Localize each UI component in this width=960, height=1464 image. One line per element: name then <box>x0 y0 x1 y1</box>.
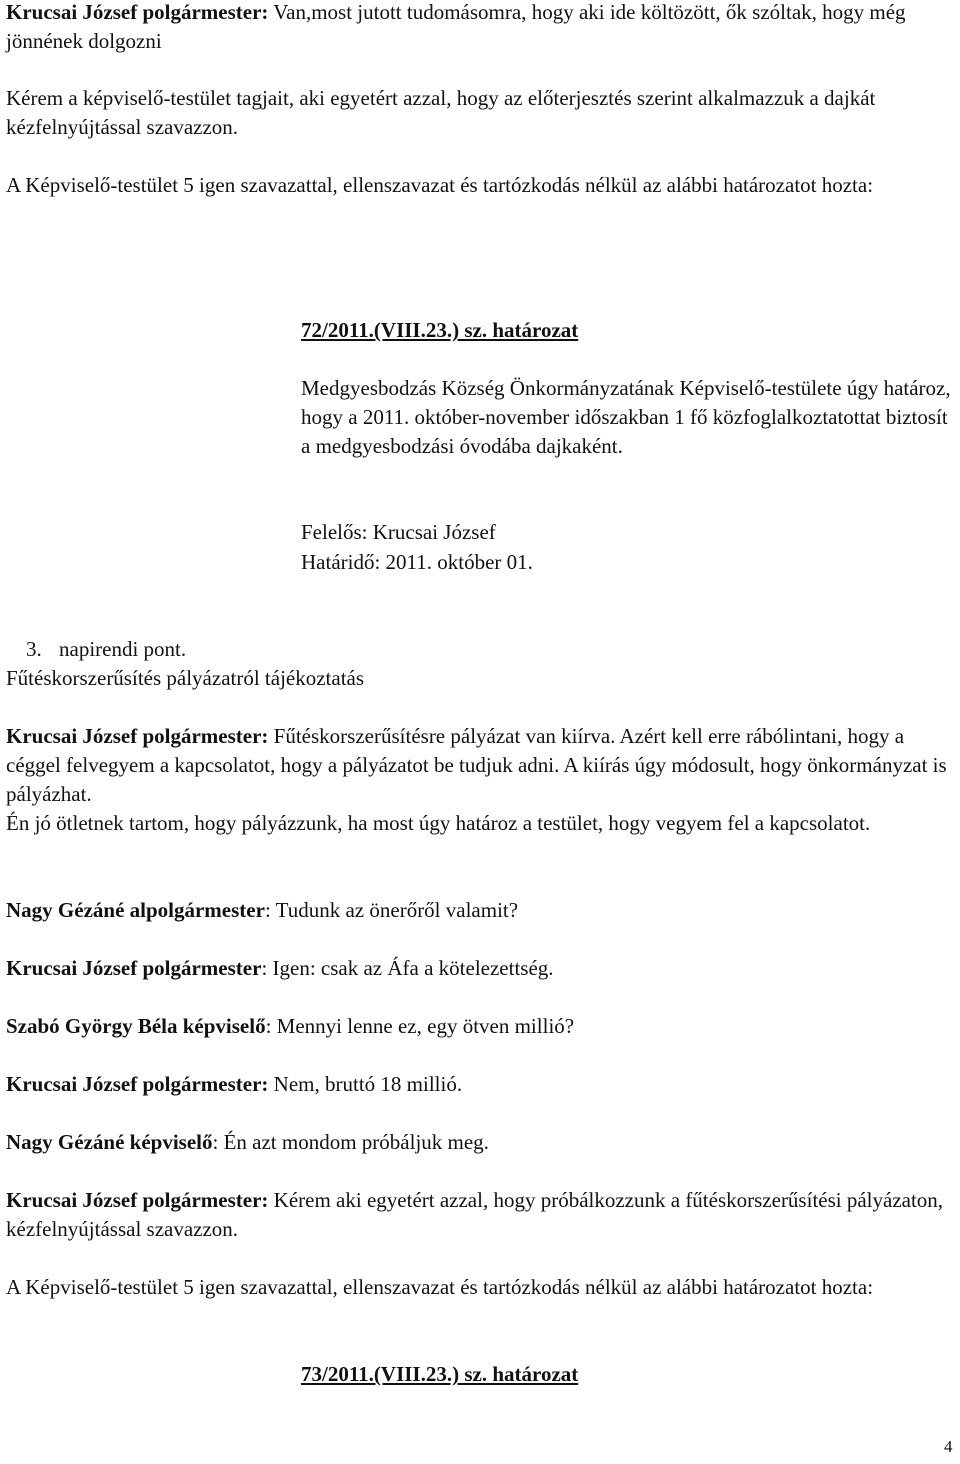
resolution-deadline: Határidő: 2011. október 01. <box>301 550 533 574</box>
speaker-name: Szabó György Béla képviselő <box>6 1014 266 1038</box>
agenda-item-title: Fűtéskorszerűsítés pályázatról tájékoztatás <box>6 666 365 690</box>
agenda-number: 3. <box>26 637 42 661</box>
speaker-name: Krucsai József polgármester: <box>6 724 269 748</box>
paragraph-deputy-mayor-question <box>6 896 954 925</box>
paragraph-vote-request-1: Kérem a képviselő-testület tagjait, aki egyetért azzal, hogy az előterjesztés szerint alkalmazzuk a dajkát kézfelnyújtással szavazzon. <box>6 86 876 139</box>
speaker-name: Krucsai József polgármester: <box>6 1072 269 1096</box>
speaker-name: Krucsai József polgármester <box>6 956 262 980</box>
resolution-title-73: 73/2011.(VIII.23.) sz. határozat <box>301 1362 579 1386</box>
statement-text: : Mennyi lenne ez, egy ötven millió? <box>265 1014 575 1038</box>
speaker-name: Nagy Gézáné alpolgármester <box>6 898 265 922</box>
statement-text: Van,most jutott tudomásomra, hogy aki ide költözött, ők szóltak, hogy még jönnének dolgozni <box>6 0 906 53</box>
speaker-name: Krucsai József polgármester: <box>6 0 269 24</box>
paragraph-mayor-statement-2 <box>6 722 954 809</box>
statement-text: : Tudunk az önerőről valamit? <box>264 898 519 922</box>
agenda-item-heading <box>6 635 954 664</box>
statement-text: : Igen: csak az Áfa a kötelezettség. <box>261 956 554 980</box>
paragraph-vote-result-1: A Képviselő-testület 5 igen szavazattal, ellenszavazat és tartózkodás nélkül az alábbi határozatot hozta: <box>6 173 874 197</box>
statement-text: Nem, bruttó 18 millió. <box>268 1072 463 1096</box>
statement-text: Kérem aki egyetért azzal, hogy próbálkozzunk a fűtéskorszerűsítési pályázaton, kézfelnyújtással szavazzon. <box>6 1188 944 1241</box>
paragraph-mayor-answer-2 <box>6 1070 954 1099</box>
agenda-label: napirendi pont. <box>59 637 187 661</box>
statement-text: Fűtéskorszerűsítésre pályázat van kiírva. Azért kell erre rábólintani, hogy a céggel felvegyem a kapcsolatot, hogy a pályázatot be tudjuk adni. A kiírás úgy módosult, hogy önkormányzat is pályázhat. <box>6 724 947 806</box>
page-number: 4 <box>944 1437 953 1456</box>
statement-text: : Én azt mondom próbáljuk meg. <box>212 1130 489 1154</box>
resolution-body-72: Medgyesbodzás Község Önkormányzatának Képviselő-testülete úgy határoz, hogy a 2011. október-november időszakban 1 fő közfoglalkoztatottat biztosít a medgyesbodzási óvodába dajkaként. <box>301 376 951 458</box>
paragraph-mayor-answer-1 <box>6 954 954 983</box>
resolution-responsible: Felelős: Krucsai József <box>301 520 496 544</box>
paragraph-mayor-statement-1 <box>6 0 954 56</box>
paragraph-representative-opinion <box>6 1128 954 1157</box>
resolution-title-72: 72/2011.(VIII.23.) sz. határozat <box>301 318 579 342</box>
paragraph-vote-result-2: A Képviselő-testület 5 igen szavazattal, ellenszavazat és tartózkodás nélkül az alábbi határozatot hozta: <box>6 1275 874 1299</box>
paragraph-representative-question <box>6 1012 954 1041</box>
paragraph-mayor-opinion: Én jó ötletnek tartom, hogy pályázzunk, ha most úgy határoz a testület, hogy vegyem fel a kapcsolatot. <box>6 811 871 835</box>
speaker-name: Krucsai József polgármester: <box>6 1188 269 1212</box>
speaker-name: Nagy Gézáné képviselő <box>6 1130 213 1154</box>
paragraph-vote-request-2 <box>6 1186 954 1244</box>
